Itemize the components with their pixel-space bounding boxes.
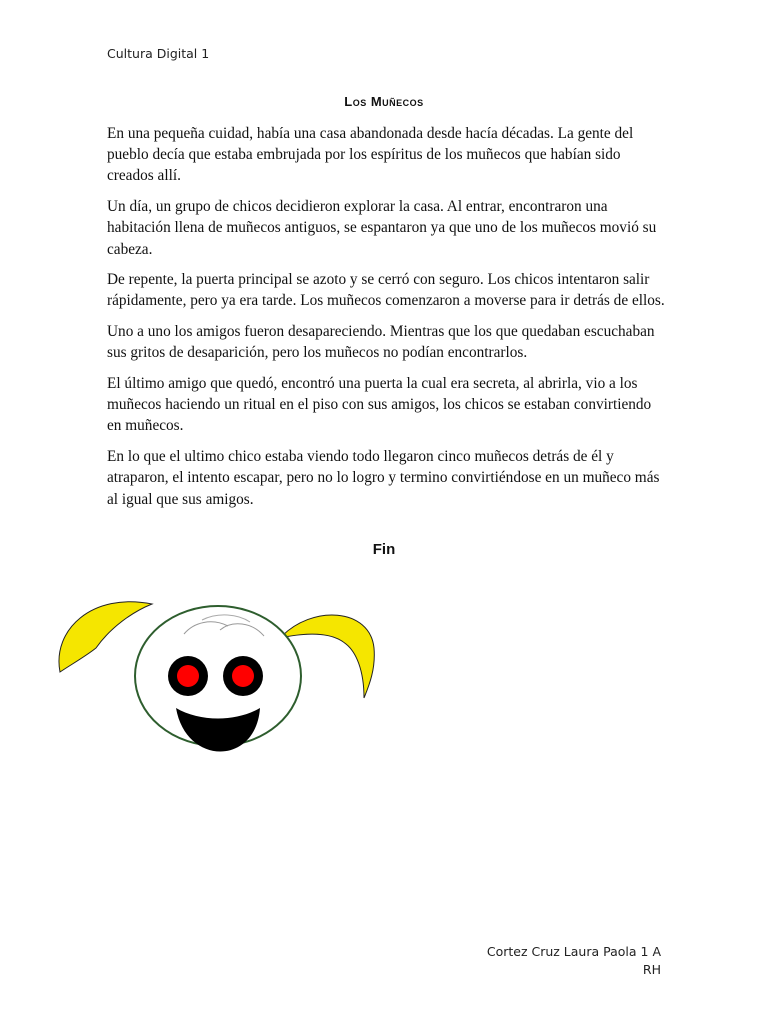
- story-paragraph-3: De repente, la puerta principal se azoto y se cerró con seguro. Los chicos intentaron salir rápidamente, pero ya era tarde. Los muñecos comenzaron a moverse para ir detrás de ellos.: [107, 271, 665, 310]
- page-footer-author: [487, 943, 661, 979]
- story-paragraph-6: En lo que el ultimo chico estaba viendo todo llegaron cinco muñecos detrás de él y atraparon, el intento escapar, pero no lo logro y termino convirtiéndose en un muñeco más al igual que sus amigos.: [107, 448, 660, 508]
- author-name: Cortez Cruz Laura Paola 1 A: [486, 944, 661, 959]
- right-eye-pupil: [232, 665, 254, 687]
- story-paragraph-4: Uno a uno los amigos fueron desapareciendo. Mientras que los que quedaban escuchaban sus gritos de desaparición, pero los muñecos no podían encontrarlos.: [107, 323, 655, 362]
- doll-face-illustration: [52, 590, 382, 775]
- story-paragraph-1: En una pequeña cuidad, había una casa abandonada desde hacía décadas. La gente del pueblo decía que estaba embrujada por los espíritus de los muñecos que habían sido creados allí.: [107, 125, 634, 185]
- story-ending: Fin: [372, 541, 396, 558]
- author-group: RH: [642, 962, 661, 977]
- page-header-course: Cultura Digital 1: [107, 46, 210, 61]
- story-paragraph-5: El último amigo que quedó, encontró una puerta la cual era secreta, al abrirla, vio a los muñecos haciendo un ritual en el piso con sus amigos, los chicos se estaban convirtiendo en muñecos.: [107, 375, 652, 435]
- story-paragraph-2: Un día, un grupo de chicos decidieron explorar la casa. Al entrar, encontraron una habitación llena de muñecos antiguos, se espantaron ya que uno de los muñecos movió su cabeza.: [107, 198, 657, 258]
- story-body: [107, 123, 667, 519]
- story-title: Los Muñecos: [344, 94, 424, 109]
- left-eye-pupil: [177, 665, 199, 687]
